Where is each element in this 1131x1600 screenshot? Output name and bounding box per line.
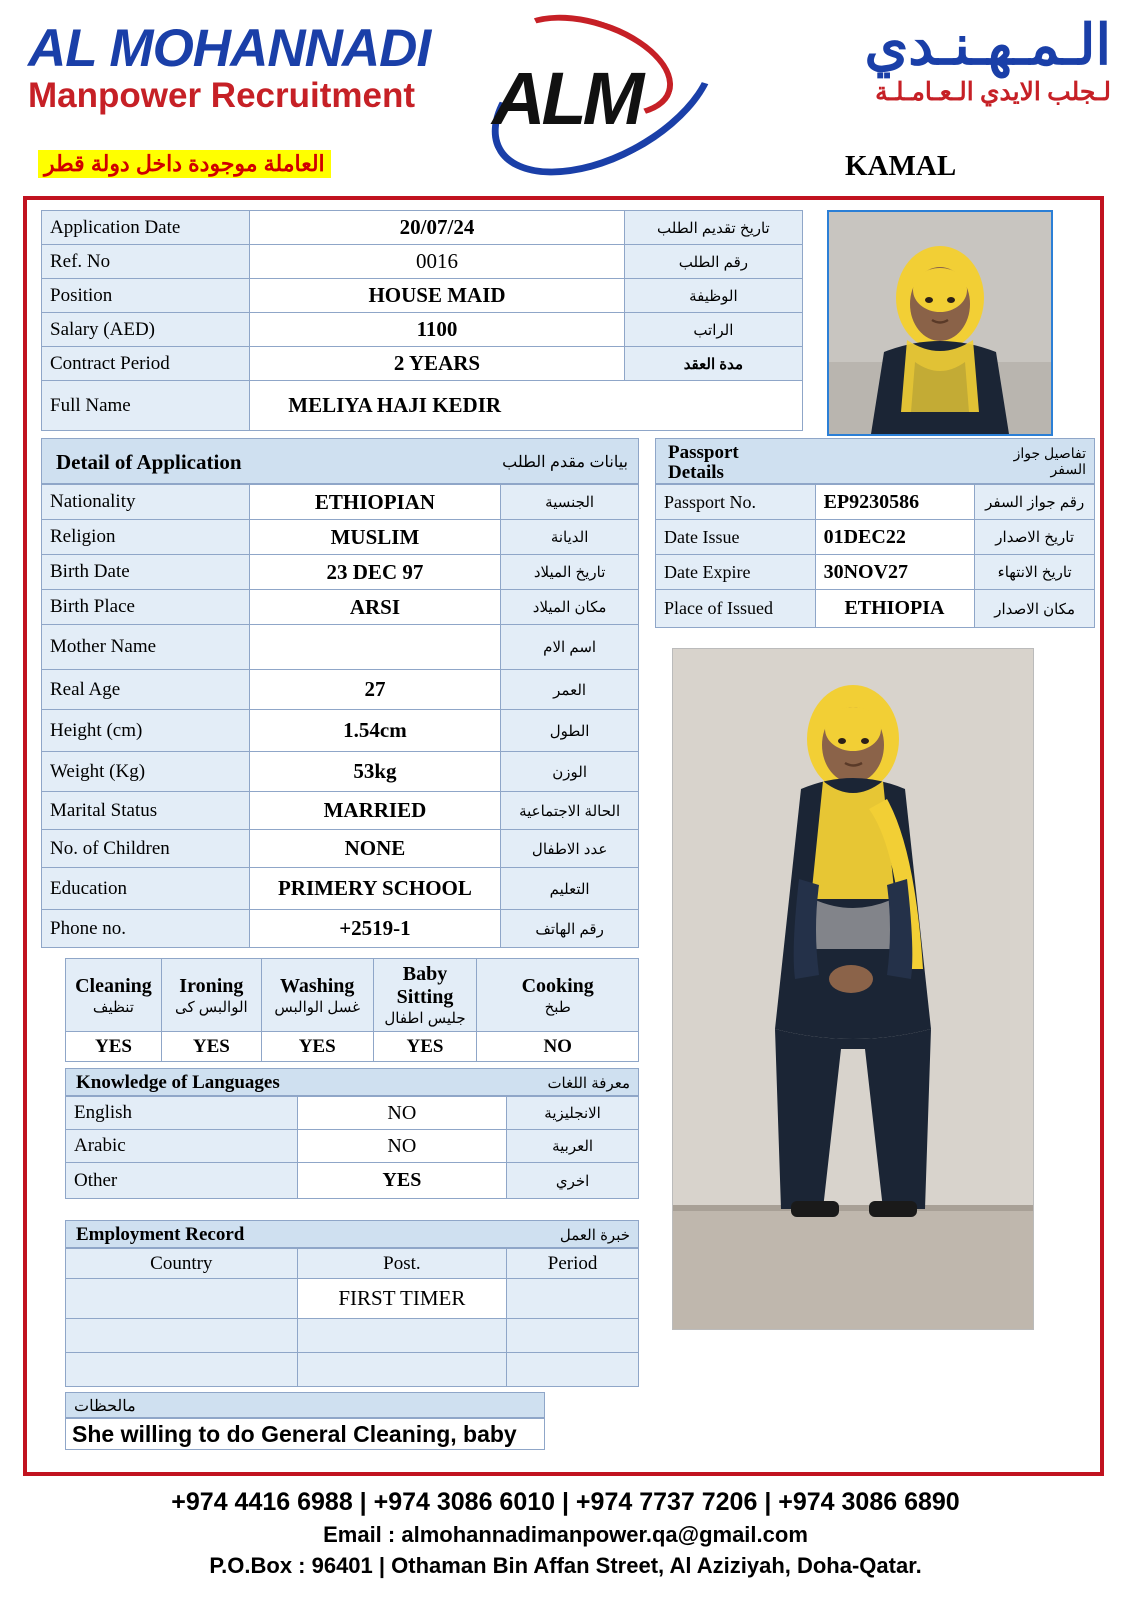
skill-arabic-washing: غسل الوالبس — [274, 998, 360, 1016]
detail-table — [41, 484, 639, 948]
table-row — [42, 710, 639, 752]
employment-title: Employment Record — [76, 1224, 245, 1245]
label-weight: Weight (Kg) — [42, 752, 250, 792]
table-row — [656, 520, 1095, 555]
label-ref-no: Ref. No — [42, 245, 250, 279]
skill-value-cooking: NO — [477, 1032, 639, 1062]
skill-arabic-cooking: طبخ — [544, 998, 571, 1016]
value-passport-no: EP9230586 — [815, 485, 975, 520]
value-weight: 53kg — [249, 752, 501, 792]
label-salary: Salary (AED) — [42, 313, 250, 347]
label-birth-place: Birth Place — [42, 590, 250, 625]
value-mother-name — [249, 625, 501, 670]
table-row — [42, 520, 639, 555]
footer-phones: +974 4416 6988 | +974 3086 6010 | +974 7737 7206 | +974 3086 6890 — [171, 1488, 960, 1516]
footer-email: Email : almohannadimanpower.qa@gmail.com — [323, 1522, 808, 1547]
remarks-section-header — [65, 1392, 545, 1418]
label-position: Position — [42, 279, 250, 313]
skill-arabic-baby-sitting: جليس اطفال — [384, 1010, 466, 1027]
label-mother-name: Mother Name — [42, 625, 250, 670]
table-row — [66, 1097, 639, 1130]
value-religion: MUSLIM — [249, 520, 501, 555]
availability-banner: العاملة موجودة داخل دولة قطر — [38, 150, 331, 178]
table-row — [42, 313, 803, 347]
skill-cell-ironing — [161, 959, 261, 1032]
table-row — [42, 910, 639, 948]
table-row — [66, 1319, 639, 1353]
employment-country-2 — [66, 1319, 298, 1353]
arabic-birth-date: تاريخ الميلاد — [501, 555, 639, 590]
label-place-issued: Place of Issued — [656, 590, 816, 628]
page-footer — [0, 1488, 1131, 1579]
candidate-tag: KAMAL — [845, 150, 957, 182]
arabic-passport-no: رقم جواز السفر — [975, 485, 1095, 520]
table-row — [42, 868, 639, 910]
arabic-education: التعليم — [501, 868, 639, 910]
passport-title-line1: Passport — [668, 442, 739, 463]
arabic-weight: الوزن — [501, 752, 639, 792]
arabic-position: الوظيفة — [624, 279, 802, 313]
label-other-language: Other — [66, 1163, 298, 1199]
arabic-phone: رقم الهاتف — [501, 910, 639, 948]
value-height: 1.54cm — [249, 710, 501, 752]
table-row — [42, 792, 639, 830]
company-tagline-en: Manpower Recruitment — [28, 76, 415, 115]
value-real-age: 27 — [249, 670, 501, 710]
alm-monogram-text: ALM — [492, 57, 641, 140]
table-row — [42, 245, 803, 279]
detail-title-arabic: بيانات مقدم الطلب — [502, 454, 628, 471]
table-row — [42, 625, 639, 670]
employment-section-header — [65, 1220, 639, 1248]
skill-cell-cleaning — [66, 959, 162, 1032]
label-full-name: Full Name — [42, 381, 250, 431]
applicant-portrait-photo — [827, 210, 1053, 436]
application-form — [23, 196, 1104, 1476]
label-arabic: Arabic — [66, 1130, 298, 1163]
table-row — [42, 211, 803, 245]
value-position: HOUSE MAID — [250, 279, 624, 313]
label-phone: Phone no. — [42, 910, 250, 948]
arabic-height: الطول — [501, 710, 639, 752]
label-real-age: Real Age — [42, 670, 250, 710]
languages-section-header — [65, 1068, 639, 1096]
employment-post-1: FIRST TIMER — [297, 1279, 507, 1319]
applicant-summary-table — [41, 210, 803, 431]
label-passport-no: Passport No. — [656, 485, 816, 520]
arabic-other-language: اخري — [507, 1163, 639, 1199]
label-date-issue: Date Issue — [656, 520, 816, 555]
value-marital-status: MARRIED — [249, 792, 501, 830]
table-row — [656, 590, 1095, 628]
company-name-en: AL MOHANNADI — [28, 19, 431, 78]
employment-post-3 — [297, 1353, 507, 1387]
employment-period-2 — [507, 1319, 639, 1353]
value-date-issue: 01DEC22 — [815, 520, 975, 555]
value-arabic: NO — [297, 1130, 507, 1163]
label-religion: Religion — [42, 520, 250, 555]
value-birth-place: ARSI — [249, 590, 501, 625]
alm-monogram — [482, 18, 732, 138]
value-children: NONE — [249, 830, 501, 868]
passport-title-arabic-line1: تفاصيل جواز — [1013, 445, 1086, 461]
value-english: NO — [297, 1097, 507, 1130]
languages-title-arabic: معرفة اللغات — [547, 1075, 630, 1092]
table-header-row — [66, 1249, 639, 1279]
value-application-date: 20/07/24 — [250, 211, 624, 245]
arabic-marital-status: الحالة الاجتماعية — [501, 792, 639, 830]
label-children: No. of Children — [42, 830, 250, 868]
portrait-illustration — [829, 212, 1051, 434]
skill-name-cooking: Cooking — [521, 974, 594, 997]
company-logo-right — [711, 14, 1111, 108]
passport-table — [655, 484, 1095, 628]
passport-title — [668, 443, 818, 483]
value-contract-period: 2 YEARS — [250, 347, 624, 381]
value-full-name: MELIYA HAJI KEDIR — [250, 381, 803, 431]
arabic-children: عدد الاطفال — [501, 830, 639, 868]
table-row — [66, 1032, 639, 1062]
skill-value-baby-sitting: YES — [373, 1032, 477, 1062]
arabic-religion: الديانة — [501, 520, 639, 555]
label-education: Education — [42, 868, 250, 910]
skill-name-ironing: Ironing — [179, 974, 244, 997]
table-row — [42, 347, 803, 381]
arabic-nationality: الجنسية — [501, 485, 639, 520]
full-body-illustration — [673, 649, 1033, 1329]
table-row — [42, 485, 639, 520]
detail-title: Detail of Application — [56, 450, 242, 474]
table-row — [42, 590, 639, 625]
employment-country-3 — [66, 1353, 298, 1387]
table-row — [42, 752, 639, 792]
label-date-expire: Date Expire — [656, 555, 816, 590]
arabic-place-issued: مكان الاصدار — [975, 590, 1095, 628]
arabic-date-expire: تاريخ الانتهاء — [975, 555, 1095, 590]
passport-title-arabic-line2: السفر — [1050, 461, 1086, 478]
arabic-salary: الراتب — [624, 313, 802, 347]
skill-arabic-cleaning: تنظيف — [92, 998, 134, 1016]
company-tagline-ar: لـجلب الايدي الـعـامـلـة — [875, 79, 1111, 107]
arabic-birth-place: مكان الميلاد — [501, 590, 639, 625]
table-row — [42, 555, 639, 590]
table-row — [42, 381, 803, 431]
employment-country-1 — [66, 1279, 298, 1319]
applicant-full-body-photo — [672, 648, 1034, 1330]
skill-cell-washing — [261, 959, 373, 1032]
arabic-real-age: العمر — [501, 670, 639, 710]
column-header-country: Country — [66, 1249, 298, 1279]
label-birth-date: Birth Date — [42, 555, 250, 590]
label-nationality: Nationality — [42, 485, 250, 520]
arabic-ref-no: رقم الطلب — [624, 245, 802, 279]
value-birth-date: 23 DEC 97 — [249, 555, 501, 590]
company-name-ar: الـمـهـنـدي — [864, 15, 1111, 77]
column-header-period: Period — [507, 1249, 639, 1279]
label-english: English — [66, 1097, 298, 1130]
arabic-application-date: تاريخ تقديم الطلب — [624, 211, 802, 245]
value-date-expire: 30NOV27 — [815, 555, 975, 590]
company-logo-left — [28, 19, 498, 116]
skill-value-cleaning: YES — [66, 1032, 162, 1062]
employment-title-arabic: خبرة العمل — [559, 1227, 630, 1244]
table-row — [66, 1279, 639, 1319]
table-row — [66, 1130, 639, 1163]
employment-table — [65, 1248, 639, 1387]
sub-header — [0, 150, 1131, 188]
passport-section-header — [655, 438, 1095, 484]
detail-section-header — [41, 438, 639, 484]
column-header-post: Post. — [297, 1249, 507, 1279]
table-row — [42, 830, 639, 868]
passport-title-arabic — [1014, 445, 1086, 477]
label-application-date: Application Date — [42, 211, 250, 245]
footer-address: P.O.Box : 96401 | Othaman Bin Affan Street, Al Aziziyah, Doha-Qatar. — [209, 1553, 922, 1578]
value-other-language: YES — [297, 1163, 507, 1199]
skill-name-baby-sitting: Baby Sitting — [396, 963, 454, 1008]
skill-value-ironing: YES — [161, 1032, 261, 1062]
remarks-title-arabic: مالحظات — [74, 1398, 136, 1415]
arabic-contract-period: مدة العقد — [624, 347, 802, 381]
arabic-date-issue: تاريخ الاصدار — [975, 520, 1095, 555]
table-row — [66, 1353, 639, 1387]
value-place-issued: ETHIOPIA — [815, 590, 975, 628]
employment-post-2 — [297, 1319, 507, 1353]
table-row — [656, 555, 1095, 590]
value-ref-no: 0016 — [250, 245, 624, 279]
arabic-mother-name: اسم الام — [501, 625, 639, 670]
employment-period-1 — [507, 1279, 639, 1319]
table-row — [42, 670, 639, 710]
label-marital-status: Marital Status — [42, 792, 250, 830]
table-row — [66, 1163, 639, 1199]
skill-arabic-ironing: الوالبس کی — [175, 998, 248, 1016]
page-header — [0, 0, 1131, 150]
skill-cell-cooking — [477, 959, 639, 1032]
arabic-english: الانجليزية — [507, 1097, 639, 1130]
skill-cell-baby-sitting — [373, 959, 477, 1032]
value-education: PRIMERY SCHOOL — [249, 868, 501, 910]
remarks-body — [65, 1418, 545, 1450]
skill-name-washing: Washing — [279, 974, 355, 997]
label-height: Height (cm) — [42, 710, 250, 752]
passport-title-line2: Details — [668, 461, 724, 483]
label-contract-period: Contract Period — [42, 347, 250, 381]
skills-table — [65, 958, 639, 1062]
table-row — [42, 279, 803, 313]
value-salary: 1100 — [250, 313, 624, 347]
employment-period-3 — [507, 1353, 639, 1387]
skill-value-washing: YES — [261, 1032, 373, 1062]
table-row — [656, 485, 1095, 520]
remarks-text: She willing to do General Cleaning, baby — [72, 1421, 517, 1447]
value-nationality: ETHIOPIAN — [249, 485, 501, 520]
table-row — [66, 959, 639, 1032]
languages-table — [65, 1096, 639, 1199]
arabic-arabic: العربية — [507, 1130, 639, 1163]
value-phone: +2519-1 — [249, 910, 501, 948]
skill-name-cleaning: Cleaning — [75, 974, 152, 997]
languages-title: Knowledge of Languages — [76, 1072, 280, 1093]
